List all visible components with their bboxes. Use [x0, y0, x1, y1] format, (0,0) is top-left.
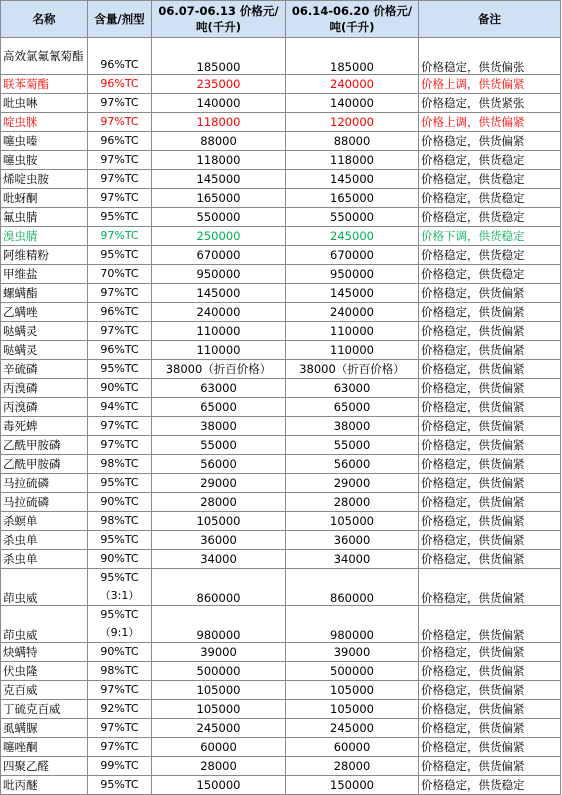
cell-note: 价格稳定，供货偏紧: [419, 360, 561, 379]
cell-name: 毒死蜱: [1, 417, 88, 436]
cell-name: 烯啶虫胺: [1, 170, 88, 189]
cell-name: 哒螨灵: [1, 341, 88, 360]
cell-price-week1: 240000: [152, 303, 286, 322]
cell-note: 价格稳定，供货稳定: [419, 189, 561, 208]
cell-spec: 90%TC: [88, 493, 152, 512]
cell-price-week2: 110000: [286, 322, 419, 341]
cell-price-week2: 185000: [286, 38, 419, 75]
table-row: [1, 455, 561, 474]
cell-spec: 94%TC: [88, 398, 152, 417]
table-row: [1, 643, 561, 662]
cell-price-week2: 140000: [286, 94, 419, 113]
cell-spec: 95%TC: [88, 531, 152, 550]
cell-price-week1: 235000: [152, 75, 286, 94]
cell-name: 噻虫胺: [1, 151, 88, 170]
cell-name: 高效氯氟氰菊酯: [1, 38, 88, 75]
cell-price-week1: 145000: [152, 284, 286, 303]
table-row: [1, 719, 561, 738]
table-row: [1, 569, 561, 606]
cell-price-week1: 55000: [152, 436, 286, 455]
cell-price-week1: 60000: [152, 738, 286, 757]
cell-price-week2: 245000: [286, 719, 419, 738]
header-spec: 含量/剂型: [88, 1, 152, 38]
table-row: [1, 606, 561, 643]
table-row: [1, 757, 561, 776]
cell-spec: 97%TC: [88, 719, 152, 738]
cell-price-week2: 60000: [286, 738, 419, 757]
cell-name: 溴虫腈: [1, 227, 88, 246]
table-row: [1, 681, 561, 700]
cell-name: 甲维盐: [1, 265, 88, 284]
cell-spec: 96%TC: [88, 341, 152, 360]
cell-price-week1: 29000: [152, 474, 286, 493]
cell-price-week2: 150000: [286, 776, 419, 795]
cell-name: 克百威: [1, 681, 88, 700]
cell-spec: 97%TC: [88, 170, 152, 189]
cell-spec: 97%TC: [88, 113, 152, 132]
cell-spec: 95%TC: [88, 246, 152, 265]
cell-note: 价格稳定，供货偏紧: [419, 681, 561, 700]
cell-note: 价格稳定，供货偏紧: [419, 341, 561, 360]
cell-price-week1: 105000: [152, 700, 286, 719]
cell-name: 杀螟单: [1, 512, 88, 531]
cell-spec: 97%TC: [88, 189, 152, 208]
cell-note: 价格稳定，供货稳定: [419, 170, 561, 189]
cell-price-week2: 105000: [286, 700, 419, 719]
table-row: [1, 531, 561, 550]
cell-note: 价格稳定，供货偏紧: [419, 662, 561, 681]
cell-price-week2: 240000: [286, 303, 419, 322]
cell-name: 螺螨酯: [1, 284, 88, 303]
cell-price-week1: 28000: [152, 757, 286, 776]
table-row: [1, 94, 561, 113]
cell-name: 阿维精粉: [1, 246, 88, 265]
table-row: [1, 132, 561, 151]
cell-price-week2: 145000: [286, 170, 419, 189]
cell-price-week2: 670000: [286, 246, 419, 265]
cell-price-week2: 860000: [286, 569, 419, 606]
cell-price-week1: 118000: [152, 151, 286, 170]
table-row: [1, 265, 561, 284]
cell-name: 虱螨脲: [1, 719, 88, 738]
table-row: [1, 303, 561, 322]
cell-note: 价格稳定，供货紧张: [419, 94, 561, 113]
cell-note: 价格稳定，供货偏紧: [419, 512, 561, 531]
cell-name: 杀虫单: [1, 531, 88, 550]
cell-note: 价格稳定，供货偏紧: [419, 322, 561, 341]
cell-note: 价格稳定，供货偏紧: [419, 569, 561, 606]
cell-price-week2: 63000: [286, 379, 419, 398]
cell-note: 价格稳定，供货稳定: [419, 151, 561, 170]
cell-note: 价格稳定，供货偏紧: [419, 436, 561, 455]
cell-spec: 97%TC: [88, 322, 152, 341]
table-row: [1, 322, 561, 341]
cell-spec: 97%TC: [88, 227, 152, 246]
table-row: [1, 284, 561, 303]
cell-spec: 70%TC: [88, 265, 152, 284]
cell-price-week1: 145000: [152, 170, 286, 189]
cell-note: 价格稳定，供货稳定: [419, 208, 561, 227]
table-row: [1, 113, 561, 132]
cell-name: 联苯菊酯: [1, 75, 88, 94]
cell-name: 辛硫磷: [1, 360, 88, 379]
cell-spec: 96%TC: [88, 38, 152, 75]
cell-name: 四聚乙醛: [1, 757, 88, 776]
cell-name: 茚虫威: [1, 606, 88, 643]
cell-name: 丙溴磷: [1, 379, 88, 398]
table-row: [1, 341, 561, 360]
cell-name: 吡虫啉: [1, 94, 88, 113]
table-row: [1, 189, 561, 208]
cell-price-week2: 55000: [286, 436, 419, 455]
cell-price-week1: 105000: [152, 512, 286, 531]
cell-price-week1: 28000: [152, 493, 286, 512]
cell-name: 氟虫腈: [1, 208, 88, 227]
cell-price-week2: 950000: [286, 265, 419, 284]
table-row: [1, 208, 561, 227]
cell-price-week1: 140000: [152, 94, 286, 113]
cell-price-week2: 36000: [286, 531, 419, 550]
cell-name: 啶虫脒: [1, 113, 88, 132]
cell-spec: 97%TC: [88, 417, 152, 436]
cell-price-week2: 88000: [286, 132, 419, 151]
cell-name: 丁硫克百威: [1, 700, 88, 719]
cell-name: 吡丙醚: [1, 776, 88, 795]
cell-spec: 97%TC: [88, 681, 152, 700]
cell-price-week2: 56000: [286, 455, 419, 474]
cell-price-week2: 29000: [286, 474, 419, 493]
table-body: [1, 38, 561, 795]
cell-note: 价格上调，供货偏紧: [419, 113, 561, 132]
cell-price-week2: 110000: [286, 341, 419, 360]
cell-note: 价格稳定，供货偏紧: [419, 757, 561, 776]
cell-note: 价格稳定，供货偏紧: [419, 531, 561, 550]
cell-note: 价格稳定，供货偏紧: [419, 132, 561, 151]
cell-spec: 92%TC: [88, 700, 152, 719]
table-row: [1, 360, 561, 379]
cell-note: 价格稳定，供货偏张: [419, 38, 561, 75]
cell-price-week2: 165000: [286, 189, 419, 208]
cell-price-week2: 118000: [286, 151, 419, 170]
cell-price-week2: 28000: [286, 757, 419, 776]
cell-note: 价格稳定，供货稳定: [419, 776, 561, 795]
cell-name: 伏虫隆: [1, 662, 88, 681]
cell-price-week1: 38000: [152, 417, 286, 436]
cell-price-week2: 34000: [286, 550, 419, 569]
cell-price-week1: 63000: [152, 379, 286, 398]
table-row: [1, 493, 561, 512]
table-row: [1, 417, 561, 436]
table-row: [1, 170, 561, 189]
cell-price-week1: 670000: [152, 246, 286, 265]
cell-price-week1: 38000（折百价格）: [152, 360, 286, 379]
cell-note: 价格稳定，供货偏紧: [419, 379, 561, 398]
cell-price-week2: 39000: [286, 643, 419, 662]
cell-price-week2: 105000: [286, 681, 419, 700]
table-row: [1, 700, 561, 719]
cell-spec: 95%TC: [88, 360, 152, 379]
header-price-week2: 06.14-06.20 价格元/吨(千升): [286, 1, 419, 38]
cell-note: 价格稳定，供货偏紧: [419, 417, 561, 436]
cell-price-week1: 150000: [152, 776, 286, 795]
cell-price-week2: 38000: [286, 417, 419, 436]
cell-spec: 95%TC: [88, 776, 152, 795]
cell-price-week1: 110000: [152, 341, 286, 360]
cell-price-week1: 105000: [152, 681, 286, 700]
cell-name: 茚虫威: [1, 569, 88, 606]
cell-name: 乙螨唑: [1, 303, 88, 322]
cell-note: 价格稳定，供货偏紧: [419, 398, 561, 417]
cell-spec: 95%TC: [88, 474, 152, 493]
cell-note: 价格稳定，供货偏紧: [419, 719, 561, 738]
cell-price-week1: 118000: [152, 113, 286, 132]
table-row: [1, 379, 561, 398]
cell-price-week2: 28000: [286, 493, 419, 512]
cell-price-week1: 39000: [152, 643, 286, 662]
cell-spec: 98%TC: [88, 662, 152, 681]
cell-price-week1: 88000: [152, 132, 286, 151]
cell-note: 价格下调，供货稳定: [419, 227, 561, 246]
cell-spec: 96%TC: [88, 132, 152, 151]
header-note: 备注: [419, 1, 561, 38]
cell-name: 乙酰甲胺磷: [1, 436, 88, 455]
table-row: [1, 776, 561, 795]
table-row: [1, 246, 561, 265]
cell-note: 价格稳定，供货偏紧: [419, 738, 561, 757]
cell-price-week2: 245000: [286, 227, 419, 246]
table-row: [1, 474, 561, 493]
cell-spec: 97%TC: [88, 284, 152, 303]
cell-spec: 97%TC: [88, 436, 152, 455]
cell-note: 价格稳定，供货偏紧: [419, 606, 561, 643]
cell-note: 价格稳定，供货偏紧: [419, 493, 561, 512]
cell-note: 价格稳定，供货偏紧: [419, 643, 561, 662]
cell-spec: 90%TC: [88, 643, 152, 662]
cell-price-week1: 110000: [152, 322, 286, 341]
header-row: [1, 1, 561, 38]
table-row: [1, 436, 561, 455]
table-row: [1, 512, 561, 531]
cell-name: 噻唑酮: [1, 738, 88, 757]
header-price-week1: 06.07-06.13 价格元/吨(千升): [152, 1, 286, 38]
cell-price-week2: 980000: [286, 606, 419, 643]
cell-note: 价格稳定，供货偏紧: [419, 474, 561, 493]
cell-spec: 90%TC: [88, 379, 152, 398]
cell-name: 炔螨特: [1, 643, 88, 662]
cell-note: 价格稳定，供货偏紧: [419, 284, 561, 303]
cell-price-week2: 240000: [286, 75, 419, 94]
cell-spec: 98%TC: [88, 512, 152, 531]
cell-price-week2: 120000: [286, 113, 419, 132]
cell-price-week1: 500000: [152, 662, 286, 681]
cell-name: 噻虫嗪: [1, 132, 88, 151]
cell-price-week1: 36000: [152, 531, 286, 550]
cell-price-week1: 980000: [152, 606, 286, 643]
header-name: 名称: [1, 1, 88, 38]
cell-price-week1: 250000: [152, 227, 286, 246]
cell-spec: 97%TC: [88, 151, 152, 170]
cell-price-week1: 65000: [152, 398, 286, 417]
cell-note: 价格稳定，供货偏紧: [419, 455, 561, 474]
cell-price-week1: 185000: [152, 38, 286, 75]
cell-name: 马拉硫磷: [1, 493, 88, 512]
cell-price-week1: 165000: [152, 189, 286, 208]
cell-price-week2: 105000: [286, 512, 419, 531]
table-row: [1, 550, 561, 569]
table-row: [1, 738, 561, 757]
cell-spec: 98%TC: [88, 455, 152, 474]
cell-price-week1: 550000: [152, 208, 286, 227]
cell-price-week2: 65000: [286, 398, 419, 417]
cell-note: 价格稳定，供货偏紧: [419, 303, 561, 322]
cell-note: 价格稳定，供货偏紧: [419, 550, 561, 569]
cell-spec: 97%TC: [88, 738, 152, 757]
cell-price-week2: 38000（折百价格）: [286, 360, 419, 379]
cell-name: 乙酰甲胺磷: [1, 455, 88, 474]
cell-name: 杀虫单: [1, 550, 88, 569]
cell-price-week1: 245000: [152, 719, 286, 738]
cell-price-week1: 56000: [152, 455, 286, 474]
cell-note: 价格上调，供货偏紧: [419, 75, 561, 94]
table-row: [1, 75, 561, 94]
cell-name: 哒螨灵: [1, 322, 88, 341]
cell-name: 丙溴磷: [1, 398, 88, 417]
cell-spec: 95%TC: [88, 208, 152, 227]
cell-note: 价格稳定，供货稳定: [419, 265, 561, 284]
table-row: [1, 151, 561, 170]
cell-spec: 96%TC: [88, 75, 152, 94]
cell-spec: 96%TC: [88, 303, 152, 322]
table-row: [1, 662, 561, 681]
cell-price-week2: 550000: [286, 208, 419, 227]
cell-name: 马拉硫磷: [1, 474, 88, 493]
table-row: [1, 38, 561, 75]
table-row: [1, 398, 561, 417]
cell-price-week2: 500000: [286, 662, 419, 681]
cell-spec: 97%TC: [88, 94, 152, 113]
cell-spec: 95%TC（3:1）: [88, 569, 152, 606]
cell-price-week1: 34000: [152, 550, 286, 569]
cell-spec: 99%TC: [88, 757, 152, 776]
cell-spec: 95%TC（9:1）: [88, 606, 152, 643]
cell-price-week1: 950000: [152, 265, 286, 284]
cell-price-week1: 860000: [152, 569, 286, 606]
table-row: [1, 227, 561, 246]
cell-price-week2: 145000: [286, 284, 419, 303]
cell-name: 吡蚜酮: [1, 189, 88, 208]
cell-note: 价格稳定，供货偏紧: [419, 700, 561, 719]
cell-spec: 90%TC: [88, 550, 152, 569]
cell-note: 价格稳定，供货稳定: [419, 246, 561, 265]
